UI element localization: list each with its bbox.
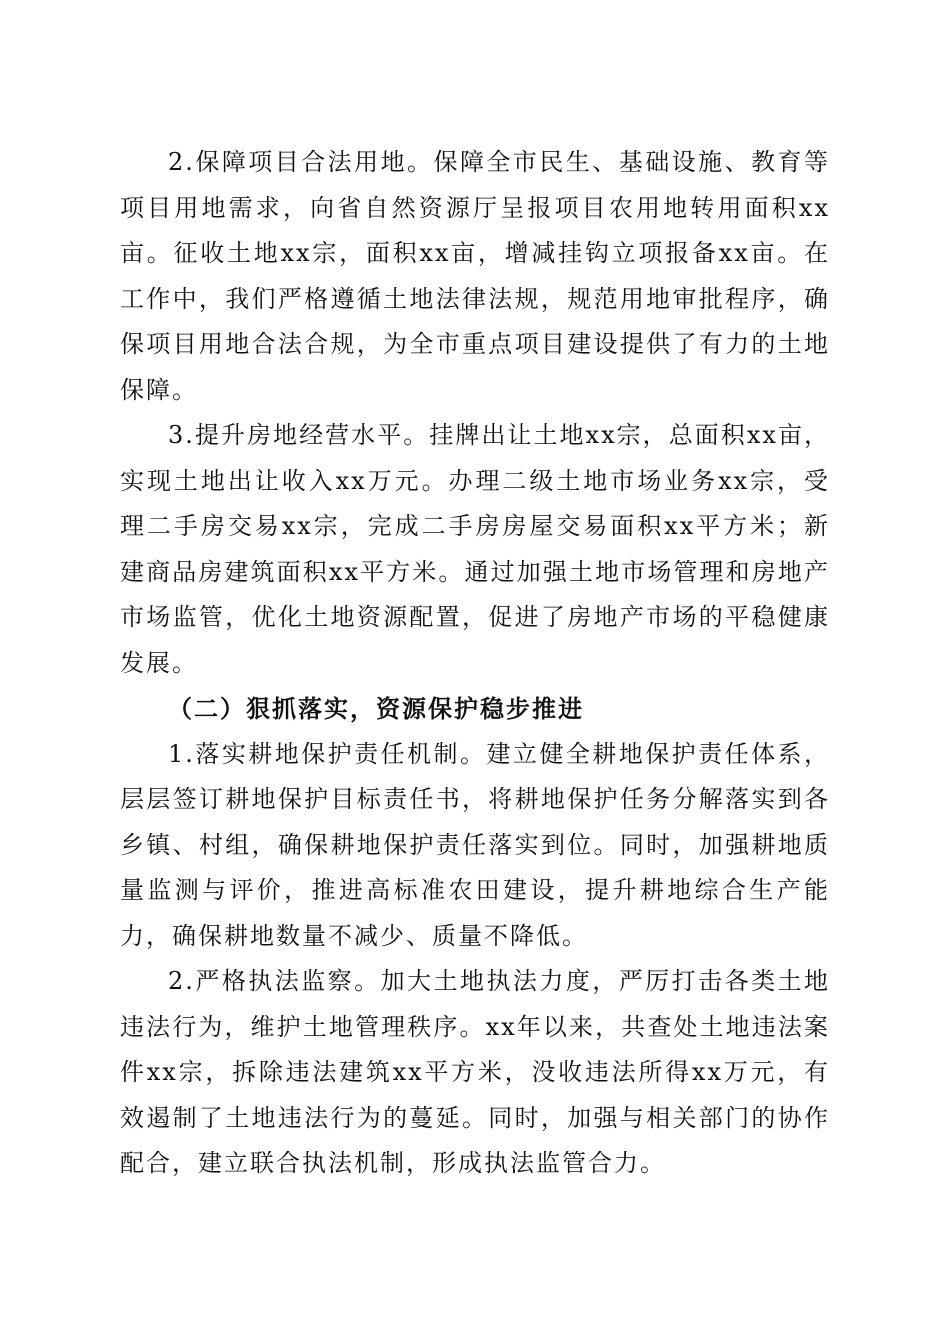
paragraph-farmland-protection: 1.落实耕地保护责任机制。建立健全耕地保护责任体系，层层签订耕地保护目标责任书，将耕地保护任务分解落实到各乡镇、村组，确保耕地保护责任落实到位。同时，加强耕地质量监测与评价，推进高标准农田建设，提升耕地综合生产能力，确保耕地数量不减少、质量不降低。 <box>120 739 830 950</box>
section-heading-resource-protection: （二）狠抓落实，资源保护稳步推进 <box>168 694 584 723</box>
paragraph-law-enforcement: 2.严格执法监察。加大土地执法力度，严厉打击各类土地违法行为，维护土地管理秩序。xx年以来，共查处土地违法案件xx宗，拆除违法建筑xx平方米，没收违法所得xx万元，有效遏制了土地违法行为的蔓延。同时，加强与相关部门的协作配合，建立联合执法机制，形成执法监管合力。 <box>120 967 830 1177</box>
paragraph-real-estate-management: 3.提升房地经营水平。挂牌出让土地xx宗，总面积xx亩，实现土地出让收入xx万元。办理二级土地市场业务xx宗，受理二手房交易xx宗，完成二手房房屋交易面积xx平方米；新建商品房建筑面积xx平方米。通过加强土地市场管理和房地产市场监管，优化土地资源配置，促进了房地产市场的平稳健康发展。 <box>120 421 830 677</box>
paragraph-land-use-guarantee: 2.保障项目合法用地。保障全市民生、基础设施、教育等项目用地需求，向省自然资源厅呈报项目农用地转用面积xx亩。征收土地xx宗，面积xx亩，增减挂钩立项报备xx亩。在工作中，我们严格遵循土地法律法规，规范用地审批程序，确保项目用地合法合规，为全市重点项目建设提供了有力的土地保障。 <box>120 148 830 404</box>
document-body <box>120 140 830 1187</box>
